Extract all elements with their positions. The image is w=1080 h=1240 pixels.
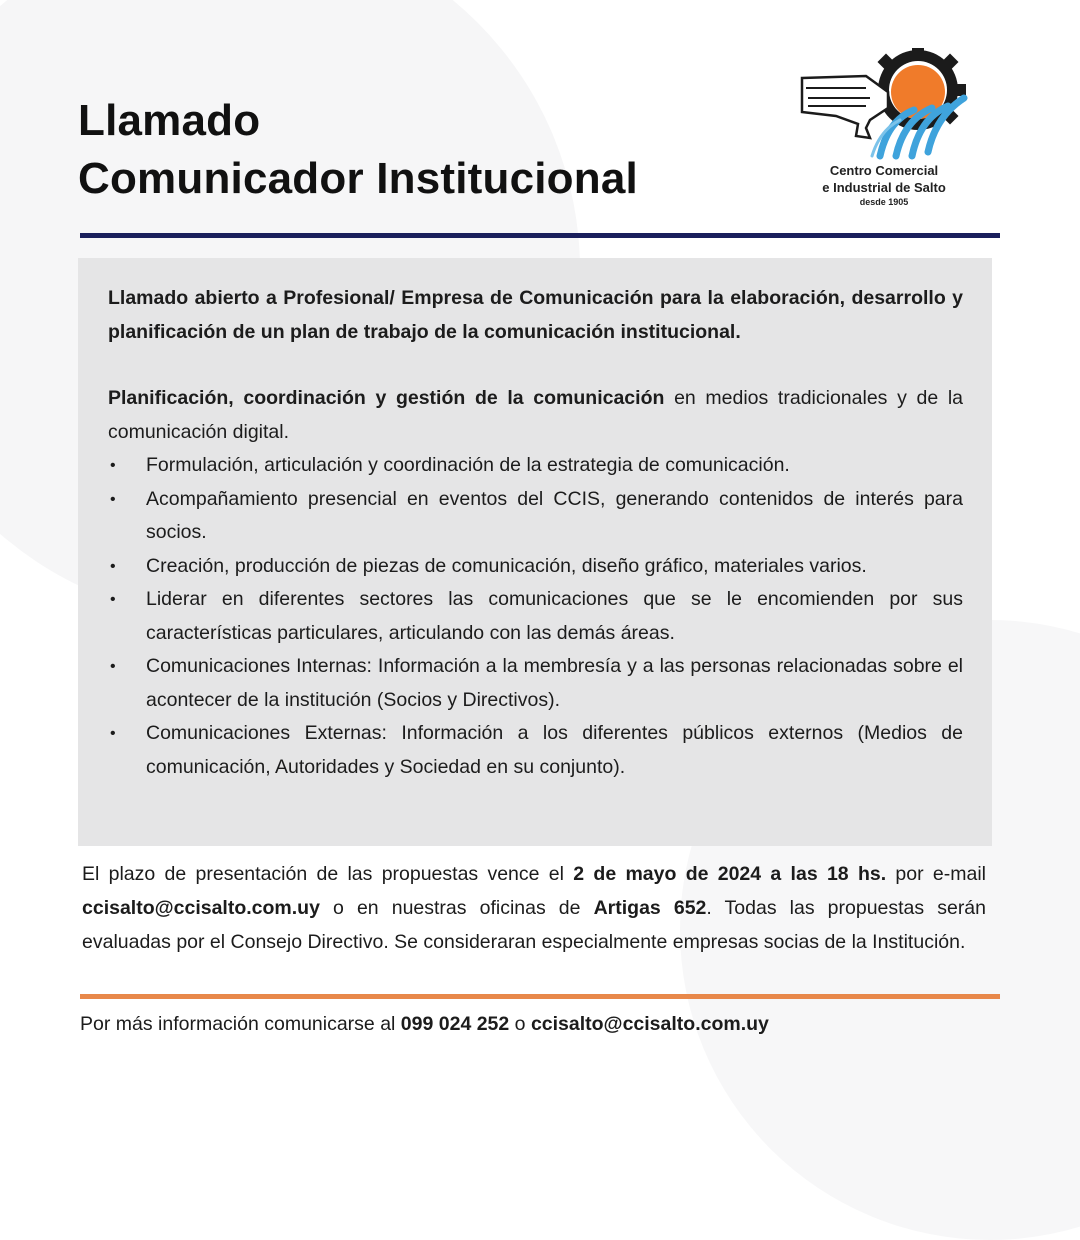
deadline-text: . Todas las propuestas serán evaluadas por el Consejo Directivo. Se consideraran especialmente empresas socias de la Institución. (82, 897, 987, 953)
logo-caption (796, 162, 972, 209)
list-item (108, 449, 963, 483)
list-item (108, 550, 963, 584)
intro-paragraph: Llamado abierto a Profesional/ Empresa de Comunicación para la elaboración, desarrollo y planificación de un plan de trabajo de la comunicación institucional. (108, 287, 963, 343)
bullet-icon: • (110, 658, 116, 675)
logo-line-1: Centro Comercial (829, 163, 939, 178)
ccis-gear-waves-logo-icon (796, 48, 972, 162)
bullet-icon: • (110, 725, 116, 742)
title-line-2: Comunicador Institucional (78, 154, 638, 203)
office-address: Artigas 652 (593, 897, 707, 919)
list-item-text: Formulación, articulación y coordinación de la estrategia de comunicación. (146, 454, 790, 476)
deadline-paragraph (82, 857, 986, 959)
list-item (108, 650, 963, 717)
deadline-text: El plazo de presentación de las propuestas vence el (82, 863, 574, 885)
title-line-1: Llamado (78, 96, 261, 145)
footer-text: Por más información comunicarse al (80, 1013, 401, 1035)
contact-email-link[interactable]: ccisalto@ccisalto.com.uy (82, 897, 320, 919)
plan-paragraph (108, 382, 963, 449)
footer-email-link[interactable]: ccisalto@ccisalto.com.uy (530, 1013, 769, 1035)
footer-contact (80, 1009, 1000, 1039)
list-item (108, 583, 963, 650)
ccis-logo (796, 48, 976, 218)
list-item-text: Liderar en diferentes sectores las comunicaciones que se le encomienden por sus características particulares, articulando con las demás áreas. (146, 588, 963, 644)
plan-bold: Planificación, coordinación y gestión de la comunicación (108, 387, 665, 409)
bullet-icon: • (110, 490, 116, 508)
footer-text: o (509, 1013, 531, 1035)
description-content (108, 282, 963, 784)
logo-line-2: e Industrial de Salto (822, 180, 946, 195)
list-item-text: Comunicaciones Internas: Información a la membresía y a las personas relacionadas sobre el acontecer de la institución (Socios y Directivos). (146, 655, 963, 711)
list-item-text: Acompañamiento presencial en eventos del CCIS, generando contenidos de interés para socios. (146, 487, 963, 543)
footer-divider (80, 994, 1000, 999)
list-item-text: Comunicaciones Externas: Información a los diferentes públicos externos (Medios de comunicación, Autoridades y Sociedad en su conjunto). (146, 722, 963, 778)
deadline-text: o en nuestras oficinas de (319, 897, 594, 919)
title-divider (80, 233, 1000, 238)
list-item (108, 483, 963, 550)
description-panel (78, 258, 992, 846)
deadline-date: 2 de mayo de 2024 a las 18 hs. (573, 863, 887, 885)
logo-line-3: desde 1905 (859, 197, 909, 207)
page-title (78, 92, 638, 208)
plan-rest: en medios tradicionales y de la comunicación digital. (108, 387, 964, 443)
responsibilities-list (108, 449, 963, 784)
list-item (108, 717, 963, 784)
phone-number-link[interactable]: 099 024 252 (400, 1013, 510, 1035)
bullet-icon: • (110, 457, 116, 474)
bullet-icon: • (110, 591, 116, 608)
bullet-icon: • (110, 557, 116, 575)
list-item-text: Creación, producción de piezas de comunicación, diseño gráfico, materiales varios. (146, 554, 867, 577)
deadline-text: por e-mail (886, 863, 986, 885)
